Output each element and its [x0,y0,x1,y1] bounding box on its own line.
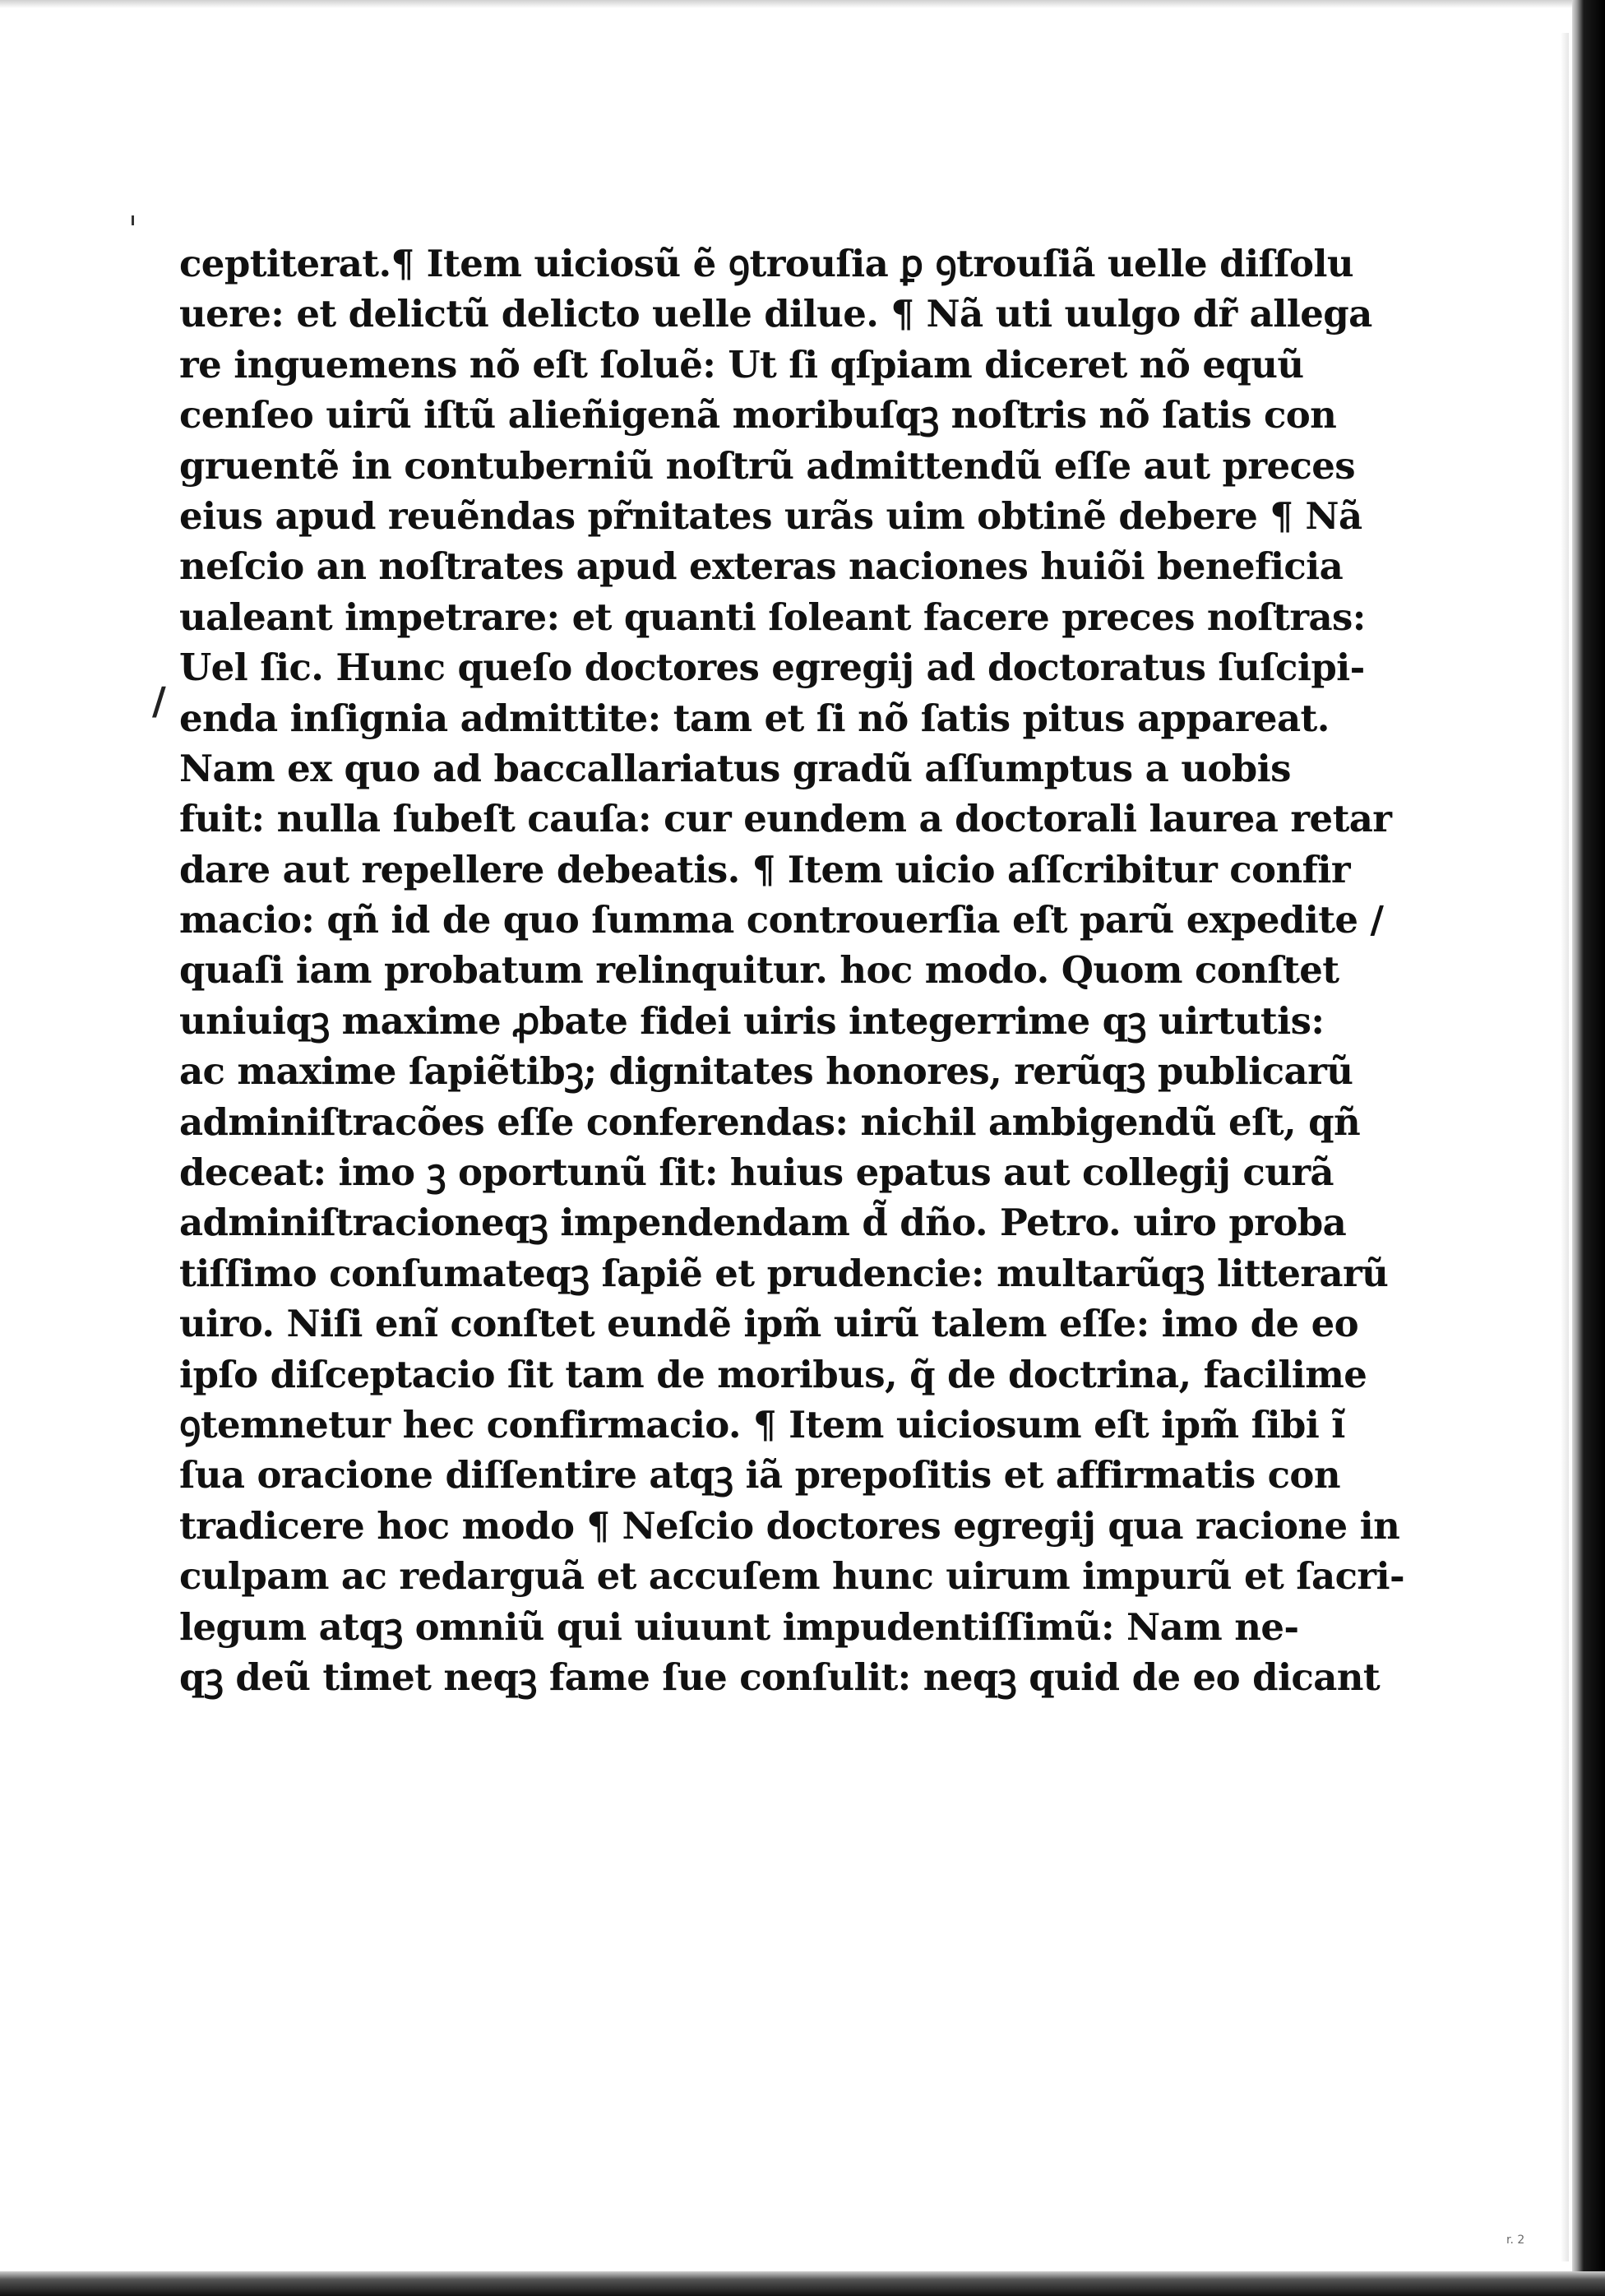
text-line: deceat: imo ꝫ oportunũ ſit: huius epatus aut collegij curã [179,1150,1334,1195]
text-line: re inguemens nõ eſt ſoluẽ: Ut ſi qſpiam diceret nõ equũ [179,342,1304,387]
scan-bottom-border [0,2271,1605,2296]
text-line: ipſo diſceptacio ſit tam de moribus, q̃ de doctrina, facilime [179,1352,1367,1396]
text-line: gruentẽ in contuberniũ noſtrũ admittendũ eſſe aut preces [179,443,1356,488]
text-line: eius apud reuẽndas pr̃nitates urãs uim obtinẽ debere ¶ Nã [179,493,1362,538]
text-line: qꝫ deũ timet neqꝫ fame ſue conſulit: neqꝫ quid de eo dicant [179,1655,1381,1699]
text-line: ꝯtemnetur hec confirmacio. ¶ Item uiciosum eſt ipm̃ ſibi ĩ [179,1402,1345,1447]
text-line: dare aut repellere debeatis. ¶ Item uicio aſſcribitur confir [179,847,1350,891]
text-line: neſcio an noſtrates apud exteras naciones huiõi beneficia [179,544,1344,589]
text-line: quaſi iam probatum relinquitur. hoc modo. Quom conſtet [179,948,1339,993]
text-line: ualeant impetrare: et quanti ſoleant facere preces noſtras: [179,595,1366,639]
text-line: Uel ſic. Hunc queſo doctores egregij ad doctoratus ſuſcipi- [179,646,1365,690]
text-line: adminiſtracões eſſe conferendas: nichil ambigendũ eſt, qñ [179,1099,1361,1144]
text-line: adminiſtracioneqꝫ impendendam d̃ dño. Petro. uiro proba [179,1201,1347,1245]
scan-right-border [1572,0,1605,2296]
text-line: ſua oracione diſſentire atqꝫ iã prepoſitis et affirmatis con [179,1453,1340,1497]
text-line: ceptiterat.¶ Item uiciosũ ẽ ꝯtrouſia ꝑ ꝯtrouſiã uelle diſſolu [179,242,1354,285]
text-line: Nam ex quo ad baccallariatus gradũ aſſumptus a uobis [179,746,1291,790]
text-column [179,238,1405,1702]
text-line: macio: qñ id de quo ſumma controuerſia eſt parũ expedite / [179,898,1384,942]
scan-top-edge [0,0,1605,8]
ink-speck [132,215,134,225]
marginal-mark: / [152,678,166,723]
text-line: uniuiqꝫ maxime ꝓbate fidei uiris integerrime qꝫ uirtutis: [179,998,1325,1043]
text-line: fuit: nulla ſubeſt cauſa: cur eundem a doctorali laurea retar [179,797,1392,841]
text-line: culpam ac redarguã et accuſem hunc uirum impurũ et ſacri- [179,1554,1405,1599]
folio-mark: r. 2 [1506,2234,1525,2247]
text-line: enda inſignia admittite: tam et ſi nõ ſatis pitus appareat. [179,696,1330,740]
text-line: cenſeo uirũ iſtũ alieñigenã moribuſqꝫ noſtris nõ ſatis con [179,393,1337,437]
text-line: uiro. Niſi enĩ conſtet eundẽ ipm̃ uirũ talem eſſe: imo de eo [179,1302,1359,1346]
text-line: ac maxime ſapiẽtibꝫ; dignitates honores, rerũqꝫ publicarũ [179,1049,1353,1094]
text-line: tradicere hoc modo ¶ Neſcio doctores egregij qua racione in [179,1503,1400,1548]
text-line: tiſſimo conſumateqꝫ ſapiẽ et prudencie: multarũqꝫ litterarũ [179,1251,1389,1295]
text-line: uere: et delictũ delicto uelle dilue. ¶ Nã uti uulgo dr̃ allega [179,292,1372,336]
page-edge-shadow [1561,33,1569,2261]
text-line: legum atqꝫ omniũ qui uiuunt impudentiſſimũ: Nam ne- [179,1604,1299,1649]
